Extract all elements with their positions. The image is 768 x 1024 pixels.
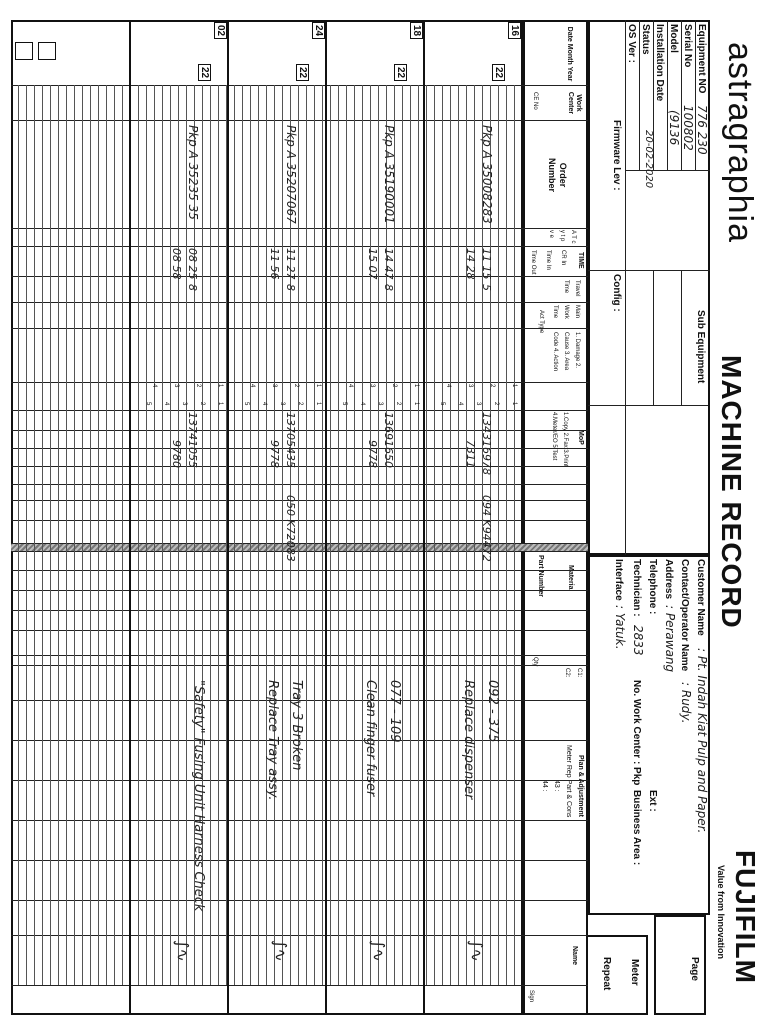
record-year: 22 bbox=[492, 64, 505, 81]
firmware-label: Firmware Lev : bbox=[611, 120, 622, 191]
grid-hline bbox=[242, 85, 243, 985]
record-separator bbox=[129, 20, 131, 1015]
col-activity: A T c y t p v e bbox=[548, 230, 576, 244]
record-signature: ∫∿ bbox=[271, 940, 290, 962]
records-grid bbox=[11, 20, 523, 1015]
grid-hline bbox=[234, 85, 235, 985]
grid-hline bbox=[98, 85, 99, 985]
record-cr-in: 08 25 bbox=[186, 248, 199, 280]
fujifilm-tagline: Value from Innovation bbox=[716, 865, 726, 960]
record-year: 22 bbox=[296, 64, 309, 81]
plan-c1: C1: bbox=[576, 668, 582, 678]
grid-hline bbox=[66, 85, 67, 985]
mop-row-number: 1 bbox=[315, 402, 321, 406]
record-part-number: 050 K72083 bbox=[284, 495, 297, 562]
record-note: Replace dispenser bbox=[461, 680, 476, 800]
mop-row-number: 5 bbox=[243, 402, 249, 406]
col-part-number: Part Number bbox=[537, 555, 544, 598]
record-separator bbox=[227, 20, 229, 1015]
grid-hline bbox=[426, 85, 427, 985]
col-cr-in: CR In bbox=[560, 250, 566, 266]
grid-hline bbox=[34, 85, 35, 985]
grid-hline bbox=[402, 85, 403, 985]
grid-hline bbox=[218, 85, 219, 985]
mop-row-number: 2 bbox=[395, 402, 401, 406]
customer-name-label: Customer Name bbox=[695, 559, 706, 636]
record-note: "Safety" Fusing Unit Harness Check bbox=[191, 680, 206, 912]
code-row-number: 3 bbox=[271, 384, 277, 388]
grid-hline bbox=[458, 85, 459, 985]
serial-no-value: 100802 bbox=[681, 105, 695, 151]
grid-hline bbox=[58, 85, 59, 985]
record-part-number: 094 K94472 bbox=[480, 495, 493, 562]
code-row-number: 2 bbox=[195, 384, 201, 388]
mop-row-number: 2 bbox=[199, 402, 205, 406]
col-time: TIME bbox=[577, 252, 584, 269]
mop-row-number: 5 bbox=[439, 402, 445, 406]
mop-row-number: 1 bbox=[511, 402, 517, 406]
code-row-number: 4 bbox=[151, 384, 157, 388]
grid-hline bbox=[42, 85, 43, 985]
record-signature: ∫∿ bbox=[369, 940, 388, 962]
grid-hline bbox=[338, 85, 339, 985]
astragraphia-logo: astragraphia bbox=[721, 42, 759, 244]
grid-hline bbox=[210, 85, 211, 985]
grid-hline bbox=[274, 85, 275, 985]
code-row-number: 4 bbox=[445, 384, 451, 388]
grid-hline bbox=[514, 85, 515, 985]
interface-value: : Yatuk. bbox=[613, 605, 627, 650]
config-label: Config : bbox=[611, 274, 622, 312]
model-value: (9136 bbox=[667, 110, 681, 146]
col-work-center: Work Center bbox=[567, 91, 582, 115]
grid-hline bbox=[330, 85, 331, 985]
col-material: Material bbox=[567, 565, 574, 592]
code-row-number: 2 bbox=[293, 384, 299, 388]
record-cr-in: 14 47 bbox=[382, 248, 395, 280]
ext-label: Ext : bbox=[647, 790, 658, 812]
grid-hline bbox=[178, 85, 179, 985]
grid-hline bbox=[74, 85, 75, 985]
grid-hline bbox=[378, 85, 379, 985]
record-separator bbox=[325, 20, 327, 1015]
equipment-no-value: 776 230 bbox=[695, 105, 709, 155]
business-area-label: Business Area : bbox=[631, 790, 642, 866]
installation-date-label: Installation Date bbox=[654, 24, 665, 102]
mop-row-number: 3 bbox=[181, 402, 187, 406]
grid-hline bbox=[466, 85, 467, 985]
record-signature: ∫∿ bbox=[173, 940, 192, 962]
grid-hline bbox=[322, 85, 323, 985]
grid-hline bbox=[370, 85, 371, 985]
record-year: 22 bbox=[198, 64, 211, 81]
mop-row-number: 3 bbox=[377, 402, 383, 406]
equipment-no-label: Equipment NO bbox=[696, 24, 707, 94]
equipment-info-box bbox=[588, 20, 710, 555]
grid-hline bbox=[450, 85, 451, 985]
grid-hline bbox=[90, 85, 91, 985]
record-signature: ∫∿ bbox=[467, 940, 486, 962]
grid-hline bbox=[138, 85, 139, 985]
col-order-number: Order Number bbox=[547, 157, 568, 192]
repeat-label: Repeat bbox=[601, 957, 612, 991]
page-box bbox=[654, 915, 706, 1015]
mop-row-number: 5 bbox=[341, 402, 347, 406]
col-time-out: Time Out bbox=[530, 250, 536, 275]
grid-hline bbox=[162, 85, 163, 985]
mop-row-number: 2 bbox=[297, 402, 303, 406]
record-order-number: Pkp A 35190001 bbox=[382, 125, 396, 224]
record-order-number: Pkp A 35008283 bbox=[480, 125, 494, 224]
col-time-in: Time In bbox=[545, 250, 551, 270]
col-codes: 1. Damage 2. Cause 3. Area Code 4. Action bbox=[552, 332, 580, 372]
address-value: : Perawang bbox=[663, 605, 677, 673]
record-year: 22 bbox=[394, 64, 407, 81]
record-date-month: 02 bbox=[214, 22, 227, 39]
record-meter-copy: 13691650 bbox=[382, 412, 395, 468]
grid-hline bbox=[170, 85, 171, 985]
contact-value: : Rudy. bbox=[679, 682, 693, 724]
grid-hline bbox=[434, 85, 435, 985]
record-note: Replace Tray assy. bbox=[265, 680, 280, 801]
record-meter-copy: 134316978 bbox=[480, 412, 493, 475]
grid-hline bbox=[50, 85, 51, 985]
col-travel: Travel Time bbox=[563, 280, 580, 297]
record-separator bbox=[423, 20, 425, 1015]
meter-repeat-box bbox=[586, 935, 648, 1015]
record-time-out: 14 28 bbox=[464, 248, 477, 280]
grid-hline bbox=[442, 85, 443, 985]
record-note: 077 - 109 bbox=[387, 680, 402, 743]
code-row-number: 3 bbox=[369, 384, 375, 388]
code-row-number: 1 bbox=[217, 384, 223, 388]
grid-hline bbox=[506, 85, 507, 985]
mop-row-number: 4 bbox=[163, 402, 169, 406]
grid-hline bbox=[410, 85, 411, 985]
mop-row-number: 5 bbox=[145, 402, 151, 406]
technician-value: 2833 bbox=[631, 625, 645, 656]
code-row-number: 3 bbox=[467, 384, 473, 388]
record-date-month: 16 bbox=[508, 22, 521, 39]
record-meter-copy: 13741055 bbox=[186, 412, 199, 468]
col-name: Name bbox=[571, 946, 578, 966]
grid-hline bbox=[154, 85, 155, 985]
code-row-number: 1 bbox=[315, 384, 321, 388]
record-meter-print: 7311 bbox=[464, 440, 477, 468]
record-order-number: Pkp A 35235 35 bbox=[186, 125, 200, 220]
checkbox-1[interactable] bbox=[38, 42, 56, 60]
interface-label: Interface bbox=[613, 559, 624, 601]
grid-hline bbox=[418, 85, 419, 985]
mop-row-number: 4 bbox=[457, 402, 463, 406]
grid-hline bbox=[346, 85, 347, 985]
record-date-month: 24 bbox=[312, 22, 325, 39]
mop-row-number: 4 bbox=[261, 402, 267, 406]
technician-label: Technician : bbox=[631, 559, 642, 617]
grid-hline bbox=[306, 85, 307, 985]
grid-hline bbox=[122, 85, 123, 985]
grid-hline bbox=[258, 85, 259, 985]
plan-title: Plan & Adjustment bbox=[577, 755, 584, 817]
record-time-out: 11 56 bbox=[268, 248, 281, 280]
grid-hline bbox=[362, 85, 363, 985]
page-label: Page bbox=[689, 957, 700, 981]
telephone-label: Telephone : bbox=[647, 559, 658, 615]
record-note: Tray 3 Broken bbox=[289, 680, 304, 771]
record-note: 092 - 375 bbox=[485, 680, 500, 743]
grid-hline bbox=[474, 85, 475, 985]
col-ce-no: CE No bbox=[532, 92, 538, 110]
record-cr-in: 11 15 bbox=[480, 248, 493, 280]
grid-hline bbox=[106, 85, 107, 985]
plan-43: 43 : bbox=[553, 780, 560, 792]
col-sign: Sign bbox=[528, 990, 534, 1003]
record-time-out: 15 07 bbox=[366, 248, 379, 280]
record-cr-in: 11 27 bbox=[284, 248, 297, 280]
installation-date-value: 20-02-2020 bbox=[643, 130, 654, 189]
record-note: Clean finger fuser bbox=[363, 680, 378, 797]
grid-hline bbox=[26, 85, 27, 985]
record-date-month: 18 bbox=[410, 22, 423, 39]
grid-hline bbox=[354, 85, 355, 985]
record-travel: 5 bbox=[480, 284, 493, 291]
grid-vline bbox=[11, 985, 588, 986]
col-act-type: Act Type bbox=[538, 310, 544, 334]
meter-label: Meter bbox=[629, 959, 640, 986]
mop-row-number: 2 bbox=[493, 402, 499, 406]
grid-hline bbox=[146, 85, 147, 985]
code-row-number: 4 bbox=[249, 384, 255, 388]
record-travel: 8 bbox=[186, 284, 199, 291]
col-qty: Qty bbox=[532, 657, 538, 667]
grid-hline bbox=[314, 85, 315, 985]
code-row-number: 4 bbox=[347, 384, 353, 388]
model-label: Model bbox=[668, 24, 679, 53]
mop-row-number: 1 bbox=[217, 402, 223, 406]
sub-equipment-label: Sub Equipment bbox=[695, 310, 706, 384]
grid-hline bbox=[186, 85, 187, 985]
record-order-number: Pkp A 35207067 bbox=[284, 125, 298, 224]
status-label: Status bbox=[640, 24, 651, 55]
os-ver-label: OS Ver : bbox=[626, 24, 637, 63]
grid-hline bbox=[18, 85, 19, 985]
col-mop: MoP bbox=[577, 430, 584, 445]
page-title: MACHINE RECORD bbox=[716, 355, 747, 629]
code-row-number: 3 bbox=[173, 384, 179, 388]
plan-subtitle: Meter Rep Part & Cons bbox=[565, 745, 572, 818]
grid-hline bbox=[282, 85, 283, 985]
col-mop-list: 1.Copy 2.Fax 3.Print 4.Meter/EO 5.Test bbox=[551, 412, 568, 467]
record-meter-print: 9778 bbox=[366, 440, 379, 468]
grid-hline bbox=[82, 85, 83, 985]
serial-no-label: Serial No bbox=[682, 24, 693, 68]
code-row-number: 2 bbox=[489, 384, 495, 388]
address-label: Address bbox=[663, 559, 674, 600]
code-row-number: 1 bbox=[511, 384, 517, 388]
plan-44: 44 : bbox=[541, 780, 548, 792]
contact-label: Contact/Operator Name bbox=[679, 559, 690, 672]
code-row-number: 2 bbox=[391, 384, 397, 388]
mop-row-number: 3 bbox=[475, 402, 481, 406]
mop-row-number: 1 bbox=[413, 402, 419, 406]
fujifilm-logo: FUJIFILM bbox=[730, 850, 761, 984]
plan-c2: C2: bbox=[564, 668, 570, 678]
mop-row-number: 3 bbox=[279, 402, 285, 406]
record-time-out: 08 58 bbox=[170, 248, 183, 280]
work-center-label: No. Work Center : Pkp bbox=[631, 680, 642, 786]
record-travel: 8 bbox=[284, 284, 297, 291]
record-meter-copy: 13705435 bbox=[284, 412, 297, 468]
record-travel: 8 bbox=[382, 284, 395, 291]
record-meter-print: 9780 bbox=[170, 440, 183, 468]
grid-hline bbox=[498, 85, 499, 985]
grid-hline bbox=[266, 85, 267, 985]
col-main: Main Work Time bbox=[552, 305, 580, 319]
checkbox-2[interactable] bbox=[15, 42, 33, 60]
grid-hline bbox=[114, 85, 115, 985]
record-meter-print: 9778 bbox=[268, 440, 281, 468]
customer-name-value: : Pt. Indah Kiat Pulp and Paper. bbox=[695, 648, 709, 834]
grid-hline bbox=[250, 85, 251, 985]
mop-row-number: 4 bbox=[359, 402, 365, 406]
col-date: Date Month Year bbox=[566, 26, 573, 82]
grid-hline bbox=[298, 85, 299, 985]
code-row-number: 1 bbox=[413, 384, 419, 388]
